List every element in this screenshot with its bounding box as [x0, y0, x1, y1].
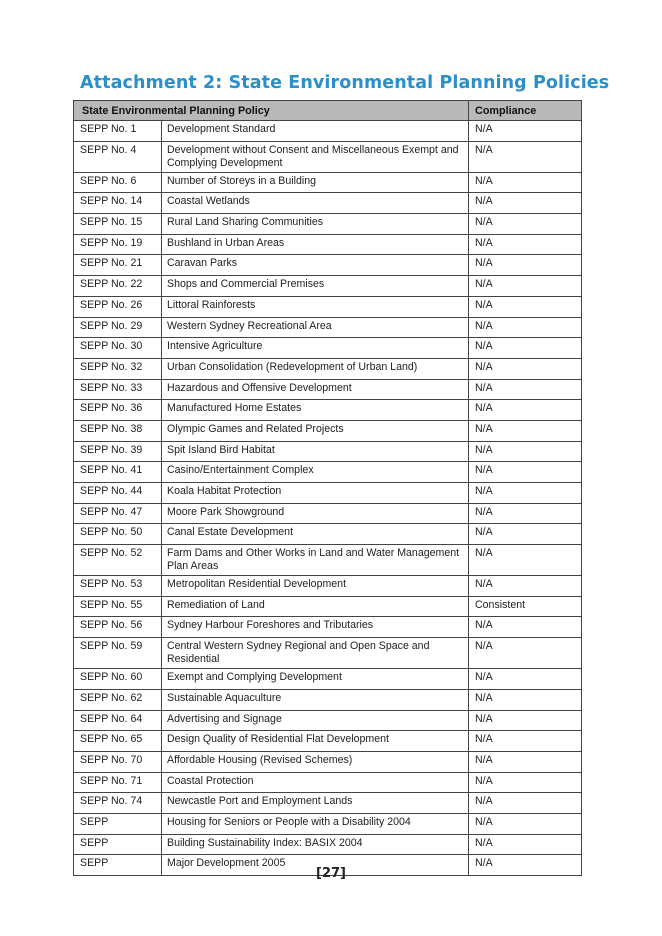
compliance-cell: N/A: [469, 172, 582, 193]
header-policy: State Environmental Planning Policy: [74, 101, 469, 121]
table-row: [74, 834, 582, 855]
compliance-cell: N/A: [469, 296, 582, 317]
table-row: [74, 234, 582, 255]
table-row: [74, 596, 582, 617]
compliance-cell: N/A: [469, 358, 582, 379]
policy-name-cell: Newcastle Port and Employment Lands: [162, 793, 469, 814]
table-row: [74, 731, 582, 752]
compliance-cell: N/A: [469, 462, 582, 483]
sepp-number-cell: SEPP No. 14: [74, 193, 162, 214]
policy-name-cell: Number of Storeys in a Building: [162, 172, 469, 193]
sepp-number-cell: SEPP No. 22: [74, 276, 162, 297]
compliance-cell: N/A: [469, 576, 582, 597]
header-compliance: Compliance: [469, 101, 582, 121]
sepp-number-cell: SEPP No. 71: [74, 772, 162, 793]
sepp-number-cell: SEPP: [74, 855, 162, 876]
table-row: [74, 503, 582, 524]
compliance-cell: N/A: [469, 276, 582, 297]
compliance-cell: N/A: [469, 441, 582, 462]
table-row: [74, 793, 582, 814]
sepp-number-cell: SEPP No. 52: [74, 545, 162, 576]
policy-name-cell: Major Development 2005: [162, 855, 469, 876]
table-row: [74, 545, 582, 576]
sepp-number-cell: SEPP No. 39: [74, 441, 162, 462]
table-row: [74, 813, 582, 834]
sepp-number-cell: SEPP No. 21: [74, 255, 162, 276]
policy-name-cell: Sydney Harbour Foreshores and Tributaries: [162, 617, 469, 638]
table-row: [74, 617, 582, 638]
compliance-cell: N/A: [469, 193, 582, 214]
policy-name-cell: Spit Island Bird Habitat: [162, 441, 469, 462]
sepp-number-cell: SEPP No. 44: [74, 483, 162, 504]
compliance-cell: N/A: [469, 214, 582, 235]
compliance-cell: N/A: [469, 121, 582, 142]
table-row: [74, 121, 582, 142]
table-row: [74, 317, 582, 338]
compliance-cell: N/A: [469, 141, 582, 172]
compliance-cell: Consistent: [469, 596, 582, 617]
policy-name-cell: Manufactured Home Estates: [162, 400, 469, 421]
sepp-number-cell: SEPP No. 59: [74, 638, 162, 669]
policy-name-cell: Caravan Parks: [162, 255, 469, 276]
sepp-number-cell: SEPP No. 64: [74, 710, 162, 731]
compliance-cell: N/A: [469, 545, 582, 576]
compliance-cell: N/A: [469, 400, 582, 421]
policy-name-cell: Koala Habitat Protection: [162, 483, 469, 504]
policy-name-cell: Intensive Agriculture: [162, 338, 469, 359]
table-row: [74, 214, 582, 235]
compliance-cell: N/A: [469, 503, 582, 524]
policy-name-cell: Moore Park Showground: [162, 503, 469, 524]
sepp-number-cell: SEPP: [74, 813, 162, 834]
sepp-number-cell: SEPP No. 55: [74, 596, 162, 617]
table-row: [74, 276, 582, 297]
compliance-cell: N/A: [469, 731, 582, 752]
table-row: [74, 751, 582, 772]
policy-name-cell: Exempt and Complying Development: [162, 669, 469, 690]
compliance-cell: N/A: [469, 669, 582, 690]
policy-name-cell: Rural Land Sharing Communities: [162, 214, 469, 235]
policy-name-cell: Coastal Protection: [162, 772, 469, 793]
sepp-number-cell: SEPP No. 26: [74, 296, 162, 317]
compliance-cell: N/A: [469, 834, 582, 855]
sepp-number-cell: SEPP No. 62: [74, 689, 162, 710]
policy-name-cell: Advertising and Signage: [162, 710, 469, 731]
compliance-cell: N/A: [469, 772, 582, 793]
table-row: [74, 141, 582, 172]
policy-name-cell: Littoral Rainforests: [162, 296, 469, 317]
table-row: [74, 296, 582, 317]
table-body: [74, 121, 582, 876]
sepp-number-cell: SEPP No. 47: [74, 503, 162, 524]
compliance-cell: N/A: [469, 638, 582, 669]
policy-name-cell: Development without Consent and Miscellaneous Exempt and Complying Development: [162, 141, 469, 172]
table-row: [74, 172, 582, 193]
sepp-number-cell: SEPP No. 36: [74, 400, 162, 421]
sepp-number-cell: SEPP No. 60: [74, 669, 162, 690]
sepp-number-cell: SEPP No. 6: [74, 172, 162, 193]
policy-name-cell: Canal Estate Development: [162, 524, 469, 545]
compliance-cell: N/A: [469, 793, 582, 814]
policy-name-cell: Shops and Commercial Premises: [162, 276, 469, 297]
table-row: [74, 338, 582, 359]
table-row: [74, 358, 582, 379]
policy-name-cell: Hazardous and Offensive Development: [162, 379, 469, 400]
compliance-cell: N/A: [469, 689, 582, 710]
compliance-cell: N/A: [469, 524, 582, 545]
policy-name-cell: Bushland in Urban Areas: [162, 234, 469, 255]
table-row: [74, 379, 582, 400]
sepp-table: [73, 100, 582, 876]
compliance-cell: N/A: [469, 751, 582, 772]
table-row: [74, 462, 582, 483]
table-row: [74, 255, 582, 276]
policy-name-cell: Remediation of Land: [162, 596, 469, 617]
sepp-number-cell: SEPP No. 19: [74, 234, 162, 255]
table-row: [74, 669, 582, 690]
policy-name-cell: Casino/Entertainment Complex: [162, 462, 469, 483]
table-row: [74, 193, 582, 214]
sepp-number-cell: SEPP No. 4: [74, 141, 162, 172]
sepp-number-cell: SEPP No. 56: [74, 617, 162, 638]
policy-name-cell: Urban Consolidation (Redevelopment of Urban Land): [162, 358, 469, 379]
page-number: [27]: [316, 866, 346, 881]
policy-name-cell: Design Quality of Residential Flat Development: [162, 731, 469, 752]
table-header-row: [74, 101, 582, 121]
compliance-cell: N/A: [469, 379, 582, 400]
policy-name-cell: Olympic Games and Related Projects: [162, 420, 469, 441]
page-title: Attachment 2: State Environmental Planning Policies: [80, 73, 610, 93]
sepp-number-cell: SEPP No. 32: [74, 358, 162, 379]
sepp-number-cell: SEPP No. 1: [74, 121, 162, 142]
sepp-number-cell: SEPP No. 74: [74, 793, 162, 814]
compliance-cell: N/A: [469, 255, 582, 276]
table-row: [74, 400, 582, 421]
table-row: [74, 710, 582, 731]
sepp-number-cell: SEPP No. 50: [74, 524, 162, 545]
compliance-cell: N/A: [469, 617, 582, 638]
table-row: [74, 638, 582, 669]
policy-name-cell: Western Sydney Recreational Area: [162, 317, 469, 338]
sepp-number-cell: SEPP: [74, 834, 162, 855]
compliance-cell: N/A: [469, 813, 582, 834]
sepp-number-cell: SEPP No. 41: [74, 462, 162, 483]
policy-name-cell: Farm Dams and Other Works in Land and Water Management Plan Areas: [162, 545, 469, 576]
policy-name-cell: Coastal Wetlands: [162, 193, 469, 214]
policy-name-cell: Central Western Sydney Regional and Open Space and Residential: [162, 638, 469, 669]
sepp-number-cell: SEPP No. 29: [74, 317, 162, 338]
compliance-cell: N/A: [469, 234, 582, 255]
sepp-number-cell: SEPP No. 30: [74, 338, 162, 359]
policy-name-cell: Housing for Seniors or People with a Disability 2004: [162, 813, 469, 834]
compliance-cell: N/A: [469, 338, 582, 359]
compliance-cell: N/A: [469, 855, 582, 876]
policy-name-cell: Building Sustainability Index: BASIX 2004: [162, 834, 469, 855]
policy-name-cell: Development Standard: [162, 121, 469, 142]
compliance-cell: N/A: [469, 483, 582, 504]
sepp-number-cell: SEPP No. 33: [74, 379, 162, 400]
sepp-number-cell: SEPP No. 65: [74, 731, 162, 752]
sepp-number-cell: SEPP No. 15: [74, 214, 162, 235]
policy-name-cell: Metropolitan Residential Development: [162, 576, 469, 597]
table-row: [74, 441, 582, 462]
compliance-cell: N/A: [469, 317, 582, 338]
policy-name-cell: Affordable Housing (Revised Schemes): [162, 751, 469, 772]
compliance-cell: N/A: [469, 710, 582, 731]
table-row: [74, 576, 582, 597]
sepp-number-cell: SEPP No. 70: [74, 751, 162, 772]
policy-name-cell: Sustainable Aquaculture: [162, 689, 469, 710]
table-row: [74, 689, 582, 710]
sepp-number-cell: SEPP No. 53: [74, 576, 162, 597]
sepp-number-cell: SEPP No. 38: [74, 420, 162, 441]
table-row: [74, 420, 582, 441]
table-row: [74, 772, 582, 793]
table-row: [74, 483, 582, 504]
table-row: [74, 524, 582, 545]
compliance-cell: N/A: [469, 420, 582, 441]
